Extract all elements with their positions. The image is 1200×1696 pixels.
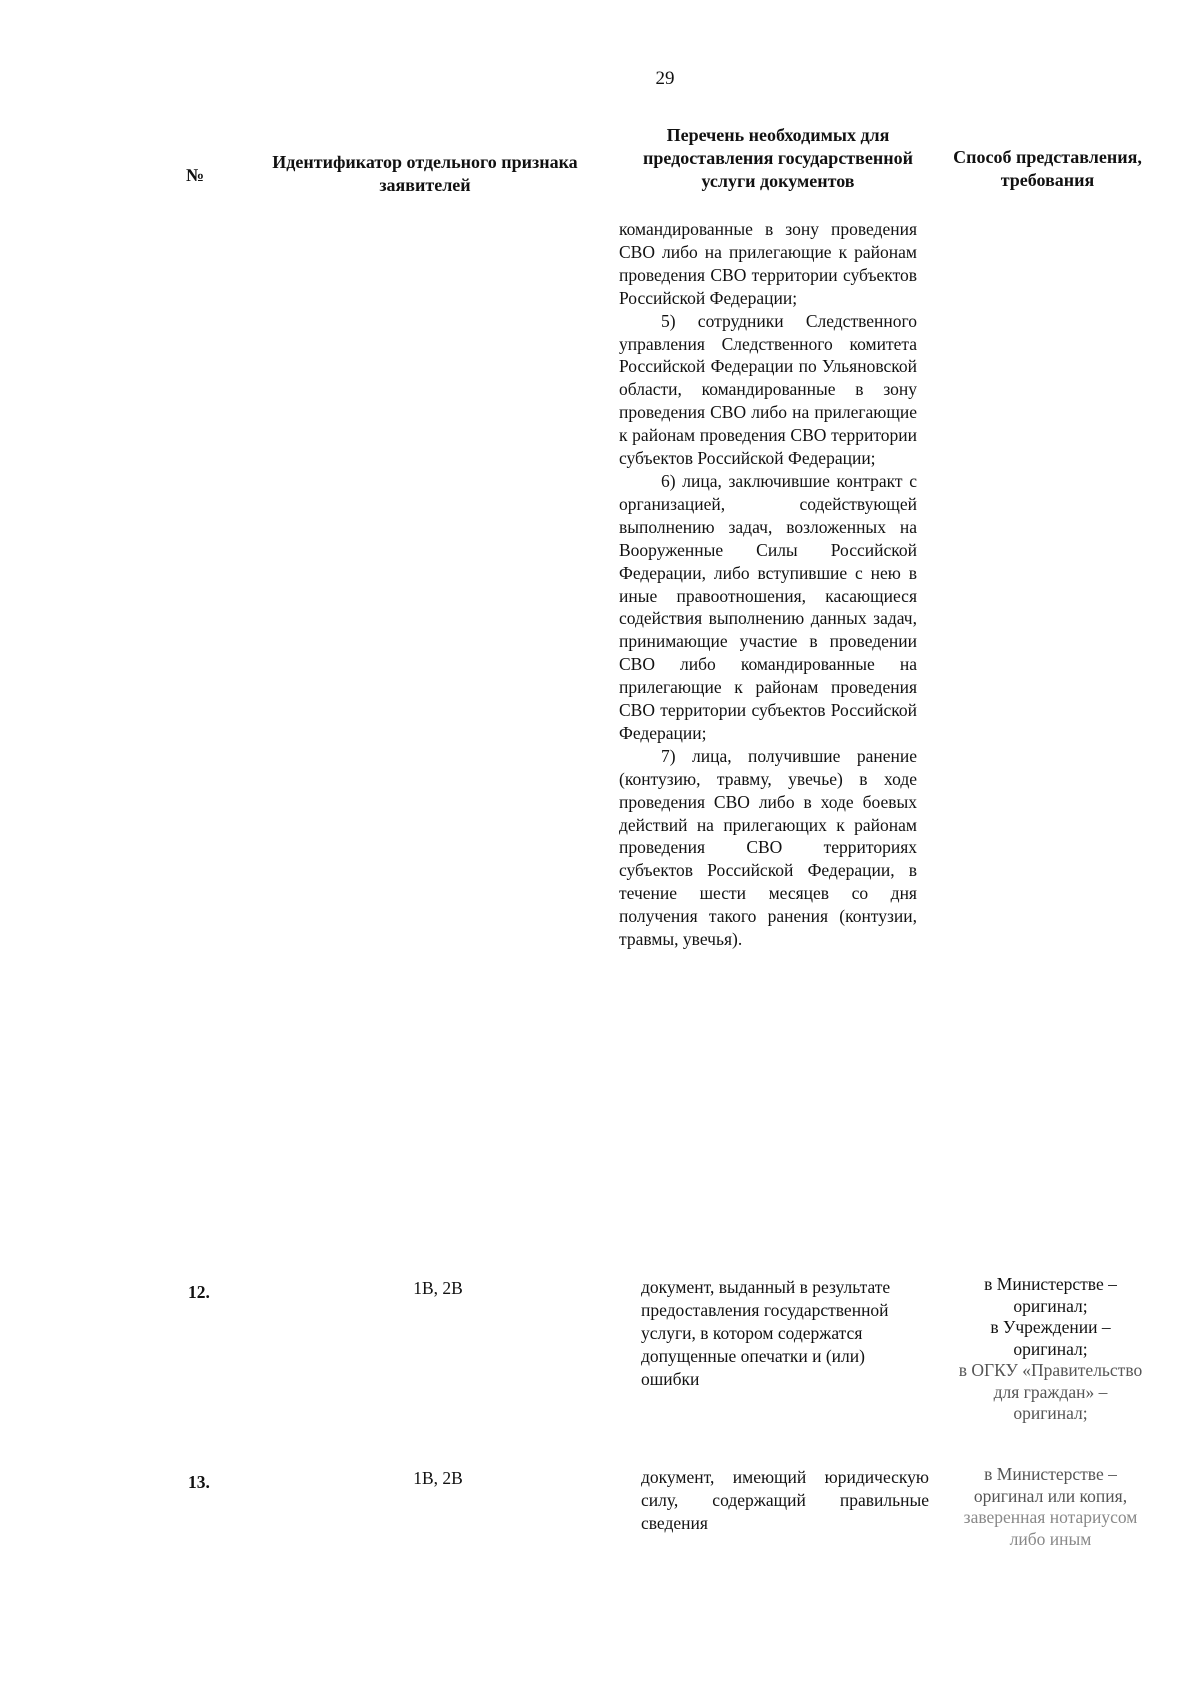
header-documents: Перечень необходимых для предоставления государственной услуги документов xyxy=(643,125,913,191)
header-identifier: Идентификатор отдельного признака заявителей xyxy=(272,152,578,195)
method-line: в Министерстве – xyxy=(984,1274,1117,1294)
method-line: оригинал; xyxy=(1013,1403,1088,1423)
method-line: для граждан» – xyxy=(993,1381,1108,1402)
row-method xyxy=(928,1464,1173,1550)
row-number: 13. xyxy=(188,1472,210,1492)
header-number: № xyxy=(186,165,205,185)
documents-paragraph: командированные в зону проведения СВО либо на прилегающие к районам проведения СВО территории субъектов Российской Федерации; xyxy=(619,219,917,308)
method-line: в ОГКУ «Правительство xyxy=(958,1360,1143,1380)
method-line: в Учреждении – xyxy=(990,1317,1111,1337)
method-line: оригинал; xyxy=(1013,1295,1088,1316)
row-identifier: 1В, 2В xyxy=(413,1468,463,1488)
method-line: оригинал или копия, xyxy=(973,1485,1128,1506)
row-document: документ, выданный в результате предоставления государственной услуги, в котором содержатся допущенные опечатки и (или) ошибки xyxy=(641,1277,891,1389)
page-number: 29 xyxy=(655,68,675,89)
method-line: заверенная нотариусом xyxy=(963,1507,1138,1527)
row-number: 12. xyxy=(188,1282,210,1302)
row-identifier: 1В, 2В xyxy=(413,1278,463,1298)
documents-paragraph: 7) лица, получившие ранение (контузию, травму, увечье) в ходе проведения СВО либо в ходе боевых действий на прилегающих к районам проведения СВО территориях субъектов Российской Федерации, в течение шести месяцев со дня получения такого ранения (контузии, травмы, увечья). xyxy=(619,745,917,950)
method-line: оригинал; xyxy=(1013,1338,1088,1359)
header-method: Способ представления, требования xyxy=(953,147,1142,190)
method-line: либо иным xyxy=(1009,1528,1092,1549)
continued-documents-cell xyxy=(619,218,917,951)
row-method xyxy=(928,1274,1173,1425)
row-document: документ, имеющий юридическую силу, содержащий правильные сведения xyxy=(641,1467,929,1533)
documents-paragraph: 5) сотрудники Следственного управления Следственного комитета Российской Федерации по Ульяновской области, командированные в зону проведения СВО либо на прилегающие к районам проведения СВО территории субъектов Российской Федерации; xyxy=(619,310,917,469)
method-line: в Министерстве – xyxy=(984,1464,1117,1484)
documents-paragraph: 6) лица, заключившие контракт с организацией, содействующей выполнению задач, возложенных на Вооруженные Силы Российской Федерации, либо вступившие с нею в иные правоотношения, касающиеся содействия выполнению данных задач, принимающие участие в проведении СВО либо командированные на прилегающие к районам проведения СВО территории субъектов Российской Федерации; xyxy=(619,470,917,743)
